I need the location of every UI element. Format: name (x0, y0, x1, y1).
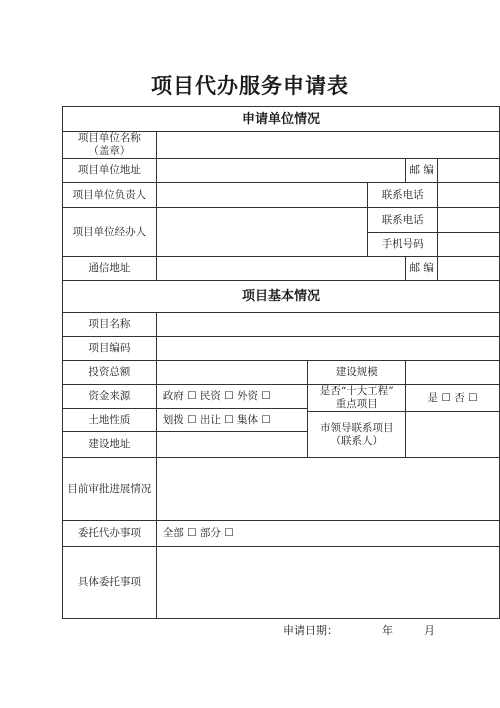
label-specific-items: 具体委托事项 (63, 547, 157, 619)
field-total-investment[interactable] (156, 361, 308, 385)
field-mobile[interactable] (438, 233, 500, 257)
field-person-in-charge[interactable] (156, 183, 367, 208)
fund-source-checkboxes[interactable]: 政府 ☐ 民资 ☐ 外资 ☐ (156, 385, 308, 409)
application-form-table (62, 106, 500, 619)
label-unit-address: 项目单位地址 (63, 159, 157, 183)
field-contact-phone[interactable] (438, 183, 500, 208)
label-entrusted-items: 委托代办事项 (63, 521, 157, 547)
field-project-name[interactable] (156, 313, 499, 337)
field-unit-name[interactable] (156, 132, 499, 159)
field-construction-address[interactable] (156, 432, 308, 458)
label-contact-phone: 联系电话 (368, 183, 438, 208)
field-unit-address[interactable] (156, 159, 405, 183)
label-mail-address: 通信地址 (63, 257, 157, 281)
label-handler: 项目单位经办人 (63, 208, 157, 257)
field-project-code[interactable] (156, 337, 499, 361)
section-applicant-heading: 申请单位情况 (63, 107, 500, 132)
land-nature-checkboxes[interactable]: 划拨 ☐ 出让 ☐ 集体 ☐ (156, 409, 308, 432)
field-approval-progress[interactable] (156, 458, 499, 521)
entrusted-items-checkboxes[interactable]: 全部 ☐ 部分 ☐ (156, 521, 499, 547)
label-construction-scale: 建设规模 (308, 361, 406, 385)
label-unit-name: 项目单位名称 （盖章） (63, 132, 157, 159)
label-mobile: 手机号码 (368, 233, 438, 257)
apply-date-month: 月 (424, 624, 435, 637)
section-project-heading: 项目基本情况 (63, 281, 500, 313)
label-contact-project: 市领导联系项目 （联系人） (308, 412, 406, 458)
apply-date-label: 申请日期： (283, 624, 338, 637)
label-total-investment: 投资总额 (63, 361, 157, 385)
field-postcode[interactable] (438, 159, 500, 183)
apply-date-year: 年 (382, 624, 393, 637)
label-contact-phone-2: 联系电话 (368, 208, 438, 233)
form-title: 项目代办服务申请表 (151, 73, 349, 98)
label-project-name: 项目名称 (63, 313, 157, 337)
label-key-project: 是否“十大工程” 重点项目 (308, 385, 406, 412)
field-contact-phone-2[interactable] (438, 208, 500, 233)
label-postcode-2: 邮 编 (406, 257, 438, 281)
label-land-nature: 土地性质 (63, 409, 157, 432)
label-approval-progress: 目前审批进展情况 (63, 458, 157, 521)
field-handler[interactable] (156, 208, 367, 257)
field-construction-scale[interactable] (406, 361, 500, 385)
field-specific-items[interactable] (156, 547, 499, 619)
key-project-checkboxes[interactable]: 是 ☐ 否 ☐ (406, 385, 500, 412)
label-fund-source: 资金来源 (63, 385, 157, 409)
field-postcode-2[interactable] (438, 257, 500, 281)
label-postcode: 邮 编 (406, 159, 438, 183)
field-contact-project[interactable] (406, 412, 500, 458)
field-mail-address[interactable] (156, 257, 405, 281)
label-project-code: 项目编码 (63, 337, 157, 361)
label-person-in-charge: 项目单位负责人 (63, 183, 157, 208)
label-construction-address: 建设地址 (63, 432, 157, 458)
